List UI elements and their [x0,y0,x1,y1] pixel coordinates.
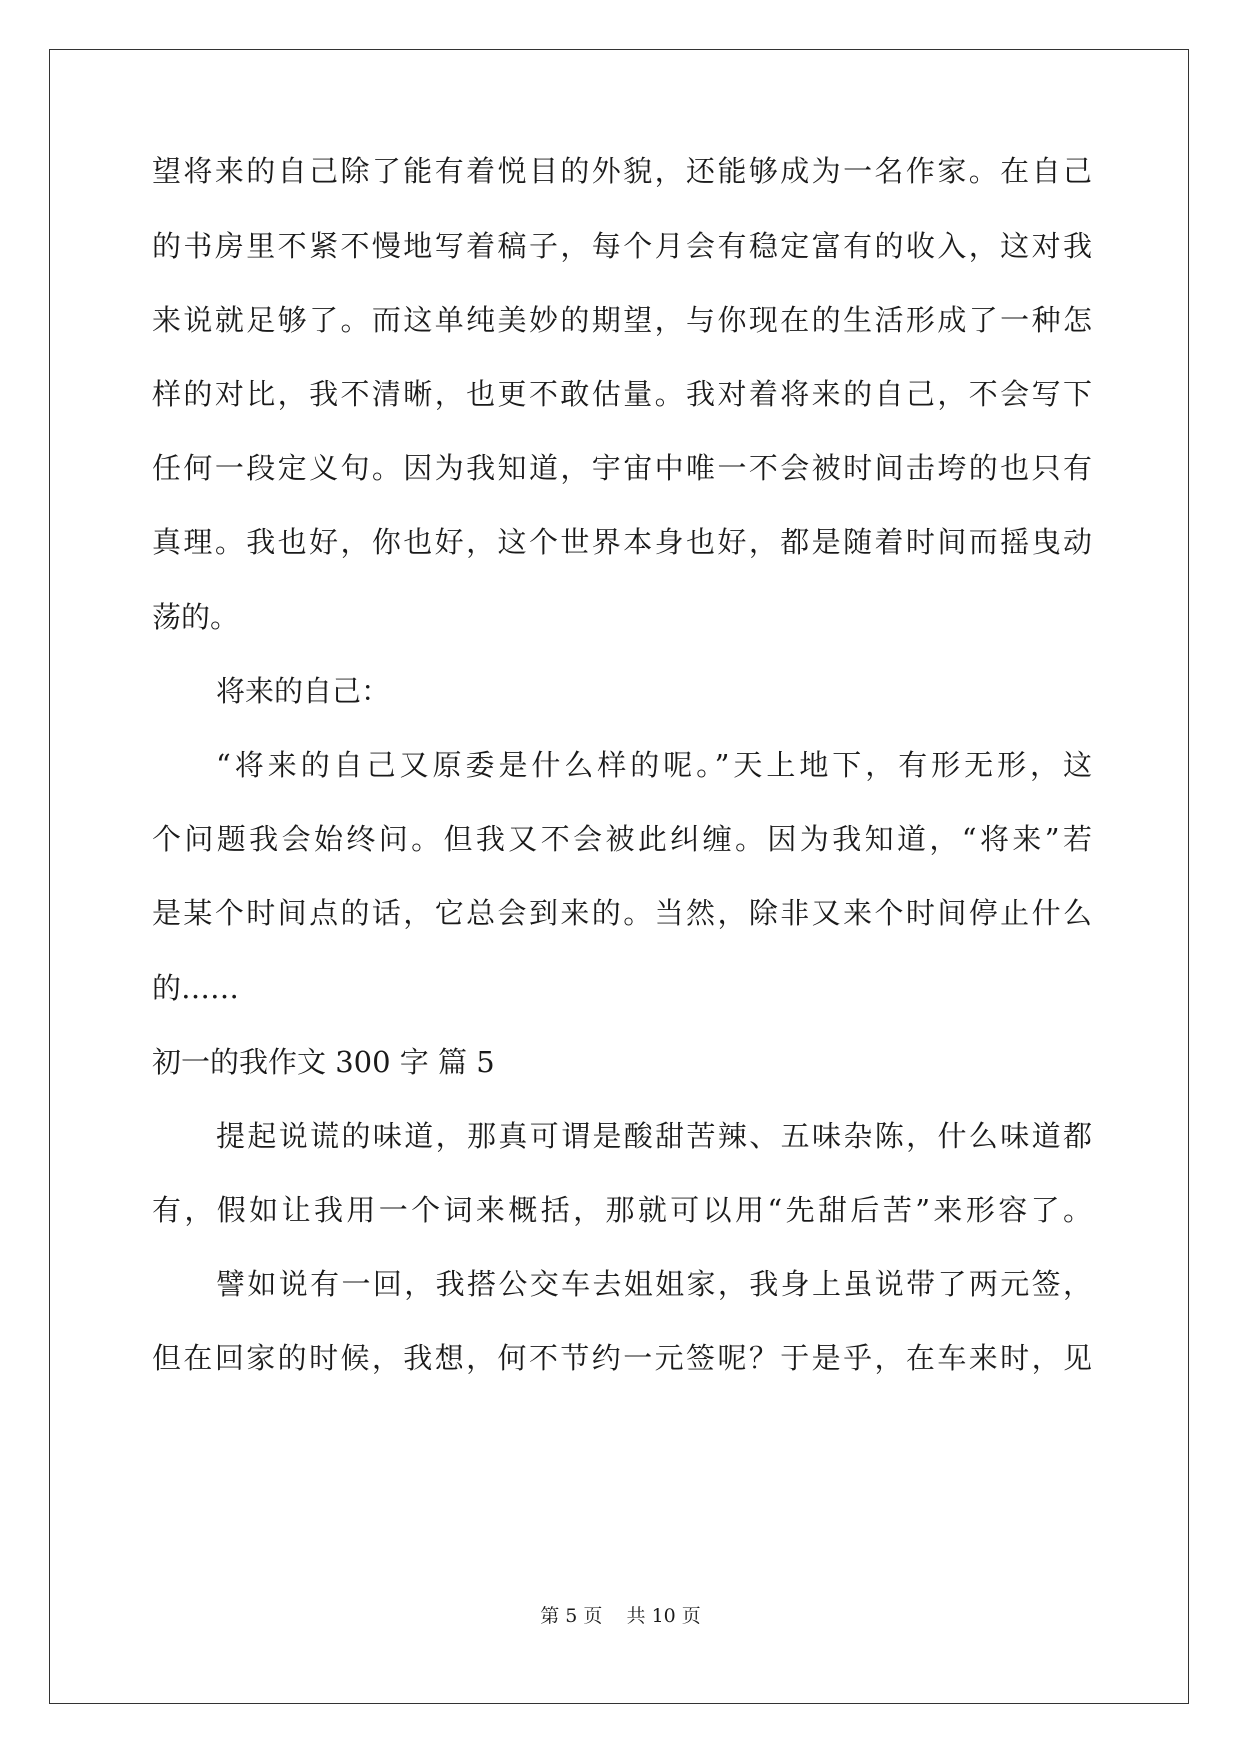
body-line: 样的对比，我不清晰，也更不敢估量。我对着将来的自己，不会写下 [152,377,1092,411]
body-line: 譬如说有一回，我搭公交车去姐姐家，我身上虽说带了两元签， [216,1267,1092,1301]
body-line: 荡的。 [152,600,240,634]
body-line: 是某个时间点的话，它总会到来的。当然，除非又来个时间停止什么 [152,896,1092,930]
body-line: 提起说谎的味道，那真可谓是酸甜苦辣、五味杂陈，什么味道都 [216,1119,1092,1153]
section-label: 将来的自己： [216,674,391,708]
body-line: 的…… [152,971,240,1005]
body-line: 个问题我会始终问。但我又不会被此纠缠。因为我知道，“将来”若 [152,822,1092,856]
body-line: 真理。我也好，你也好，这个世界本身也好，都是随着时间而摇曳动 [152,525,1092,559]
body-line: 的书房里不紧不慢地写着稿子，每个月会有稳定富有的收入，这对我 [152,229,1092,263]
page-border [49,49,1189,1704]
body-line: 任何一段定义句。因为我知道，宇宙中唯一不会被时间击垮的也只有 [152,451,1092,485]
section-heading: 初一的我作文 300 字 篇 5 [152,1045,495,1079]
body-line: “将来的自己又原委是什么样的呢。”天上地下，有形无形，这 [216,748,1092,782]
body-line: 有，假如让我用一个词来概括，那就可以用“先甜后苦”来形容了。 [152,1193,1092,1227]
body-line: 望将来的自己除了能有着悦目的外貌，还能够成为一名作家。在自己 [152,154,1092,188]
body-line: 来说就足够了。而这单纯美妙的期望，与你现在的生活形成了一种怎 [152,303,1092,337]
page-number-footer: 第 5 页 共 10 页 [540,1605,701,1627]
body-line: 但在回家的时候，我想，何不节约一元签呢？于是乎，在车来时，见 [152,1341,1092,1375]
